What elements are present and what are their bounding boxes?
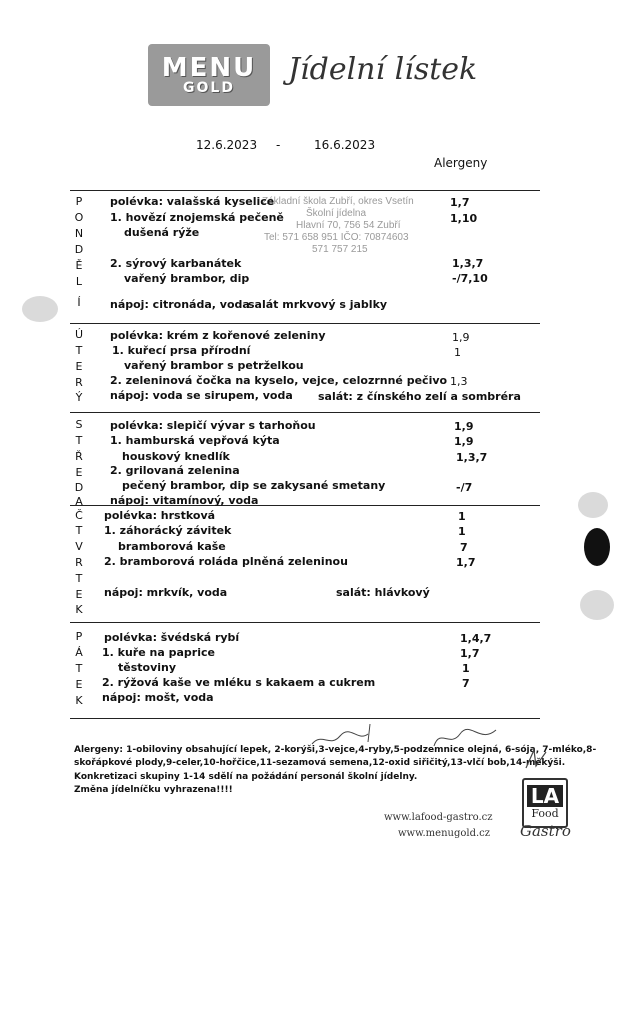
day-letter: Ě bbox=[75, 259, 83, 272]
la-logo-bottom: Food bbox=[531, 807, 559, 820]
day-letter: Í bbox=[77, 296, 81, 309]
day-letter: T bbox=[75, 662, 83, 675]
day-letter: Č bbox=[75, 509, 83, 522]
menu-change-note: Změna jídelníčku vyhrazena!!!! bbox=[74, 785, 233, 795]
tue-soup: polévka: krém z kořenové zeleniny bbox=[110, 329, 326, 342]
day-letter: R bbox=[75, 556, 83, 569]
thu-meal-1-side: bramborová kaše bbox=[118, 540, 226, 553]
la-logo-top: LA bbox=[527, 785, 563, 807]
day-letter: Á bbox=[75, 646, 83, 659]
date-separator: - bbox=[276, 138, 281, 152]
handwritten-mark bbox=[522, 746, 550, 772]
thu-meal-1-side-allergens: 7 bbox=[460, 541, 468, 554]
wed-soup: polévka: slepičí vývar s tarhoňou bbox=[110, 419, 316, 432]
wed-meal-1: 1. hamburská vepřová kýta bbox=[110, 434, 280, 447]
date-to: 16.6.2023 bbox=[314, 138, 376, 152]
divider bbox=[70, 412, 540, 413]
thu-meal-1-allergens: 1 bbox=[458, 525, 466, 538]
thu-salad: salát: hlávkový bbox=[336, 586, 430, 599]
fri-meal-1: 1. kuře na paprice bbox=[102, 646, 215, 659]
wed-drink: nápoj: vitamínový, voda bbox=[110, 494, 259, 507]
day-letter: D bbox=[74, 243, 84, 256]
tue-soup-allergens: 1,9 bbox=[452, 331, 470, 344]
scan-smudge bbox=[580, 590, 614, 620]
fri-soup: polévka: švédská rybí bbox=[104, 631, 240, 644]
fri-meal-1-side: těstoviny bbox=[118, 661, 177, 674]
day-letter: Ř bbox=[75, 450, 83, 463]
tue-drink: nápoj: voda se sirupem, voda bbox=[110, 389, 293, 402]
school-stamp bbox=[262, 196, 414, 256]
thu-soup-allergens: 1 bbox=[458, 510, 466, 523]
fri-soup-allergens: 1,4,7 bbox=[460, 632, 492, 645]
logo-line-gold: GOLD bbox=[183, 80, 235, 96]
allergen-note: Konkretizaci skupiny 1-14 sdělí na požádání personál školní jídelny. bbox=[74, 772, 418, 782]
mon-meal-1-allergens: 1,10 bbox=[450, 212, 478, 225]
scan-smudge bbox=[22, 296, 58, 322]
mon-meal-2: 2. sýrový karbanátek bbox=[110, 257, 242, 270]
wed-meal-1-side: houskový knedlík bbox=[122, 450, 230, 463]
url-menugold: www.menugold.cz bbox=[398, 828, 491, 839]
wed-meal-1-side-allergens: 1,3,7 bbox=[456, 451, 488, 464]
day-letter: D bbox=[74, 481, 84, 494]
tue-salad: salát: z čínského zelí a sombréra bbox=[318, 390, 521, 403]
mon-salad: salát mrkvový s jablky bbox=[248, 298, 388, 311]
stamp-line: Hlavní 70, 756 54 Zubří bbox=[296, 220, 401, 231]
day-letter: O bbox=[74, 211, 84, 224]
mon-meal-2-allergens: 1,3,7 bbox=[452, 257, 484, 270]
tue-meal-1-allergens: 1 bbox=[454, 346, 461, 359]
url-lafood: www.lafood-gastro.cz bbox=[384, 812, 493, 823]
mon-soup-allergens: 1,7 bbox=[450, 196, 470, 209]
fri-meal-2: 2. rýžová kaše ve mléku s kakaem a cukrem bbox=[102, 676, 376, 689]
menu-gold-logo bbox=[148, 44, 270, 106]
day-letter: L bbox=[75, 275, 83, 288]
day-letter: R bbox=[75, 376, 83, 389]
day-letter: T bbox=[75, 344, 83, 357]
thu-soup: polévka: hrstková bbox=[104, 509, 216, 522]
logo-line-menu: MENU bbox=[161, 53, 257, 83]
thu-meal-2-allergens: 1,7 bbox=[456, 556, 476, 569]
allergen-legend-line-1: Alergeny: 1-obiloviny obsahující lepek, 2-korýši,3-vejce,4-ryby,5-podzemnice olejná, 6-sója, 7-mléko,8- bbox=[74, 745, 597, 755]
stamp-line: Školní jídelna bbox=[306, 208, 367, 219]
day-letter: P bbox=[75, 630, 83, 643]
wed-meal-2-side-allergens: -/7 bbox=[456, 481, 473, 494]
day-letter: V bbox=[75, 540, 83, 553]
allergen-legend-line-2: skořápkové plody,9-celer,10-hořčice,11-sezamová semena,12-oxid siřičitý,13-vlčí bob,14-měkýši. bbox=[74, 758, 566, 768]
day-letter: Ú bbox=[74, 328, 84, 341]
divider bbox=[70, 718, 540, 719]
fri-meal-1-allergens: 1,7 bbox=[460, 647, 480, 660]
divider bbox=[70, 190, 540, 191]
day-letter: P bbox=[75, 195, 83, 208]
thu-drink: nápoj: mrkvík, voda bbox=[104, 586, 228, 599]
mon-soup: polévka: valašská kyselice bbox=[110, 195, 275, 208]
tue-meal-1-side: vařený brambor s petrželkou bbox=[124, 359, 304, 372]
day-letter: T bbox=[75, 572, 83, 585]
la-gastro-script: Gastro bbox=[520, 822, 571, 840]
tue-meal-2: 2. zeleninová čočka na kyselo, vejce, celozrnné pečivo bbox=[110, 374, 448, 387]
thu-meal-1: 1. záhorácký závitek bbox=[104, 524, 232, 537]
mon-meal-1: 1. hovězí znojemská pečeně bbox=[110, 211, 284, 224]
mon-meal-2-side: vařený brambor, dip bbox=[124, 272, 250, 285]
wed-meal-2-side: pečený brambor, dip se zakysané smetany bbox=[122, 479, 386, 492]
mon-meal-1-side: dušená rýže bbox=[124, 226, 200, 239]
day-letter: K bbox=[75, 694, 83, 707]
wed-meal-1-allergens: 1,9 bbox=[454, 435, 474, 448]
thu-meal-2: 2. bramborová roláda plněná zeleninou bbox=[104, 555, 348, 568]
fri-meal-2-allergens: 7 bbox=[462, 677, 470, 690]
day-letter: T bbox=[75, 524, 83, 537]
mon-meal-2-side-allergens: -/7,10 bbox=[452, 272, 488, 285]
mon-drink: nápoj: citronáda, voda bbox=[110, 298, 250, 311]
divider bbox=[70, 622, 540, 623]
day-letter: T bbox=[75, 434, 83, 447]
day-letter: Ý bbox=[75, 391, 83, 404]
handwritten-title: Jídelní lístek bbox=[288, 52, 478, 87]
day-letter: E bbox=[75, 678, 83, 691]
divider bbox=[70, 323, 540, 324]
scan-blot bbox=[584, 528, 610, 566]
stamp-line: 571 757 215 bbox=[312, 244, 368, 255]
date-from: 12.6.2023 bbox=[196, 138, 258, 152]
day-letter: S bbox=[75, 418, 83, 431]
fri-meal-1-side-allergens: 1 bbox=[462, 662, 470, 675]
la-food-logo bbox=[522, 778, 568, 828]
wed-meal-2: 2. grilovaná zelenina bbox=[110, 464, 240, 477]
day-letter: A bbox=[75, 495, 83, 508]
fri-drink: nápoj: mošt, voda bbox=[102, 691, 214, 704]
tue-meal-1: 1. kuřecí prsa přírodní bbox=[112, 344, 251, 357]
day-letter: E bbox=[75, 466, 83, 479]
day-letter: N bbox=[74, 227, 84, 240]
stamp-line: Základní škola Zubří, okres Vsetín bbox=[262, 196, 414, 207]
wed-soup-allergens: 1,9 bbox=[454, 420, 474, 433]
day-letter: E bbox=[75, 588, 83, 601]
day-letter: E bbox=[75, 360, 83, 373]
day-letter: K bbox=[75, 603, 83, 616]
scan-smudge bbox=[578, 492, 608, 518]
stamp-line: Tel: 571 658 951 IČO: 70874603 bbox=[264, 232, 409, 243]
tue-meal-2-allergens: 1,3 bbox=[450, 375, 468, 388]
allergens-heading: Alergeny bbox=[434, 156, 488, 170]
